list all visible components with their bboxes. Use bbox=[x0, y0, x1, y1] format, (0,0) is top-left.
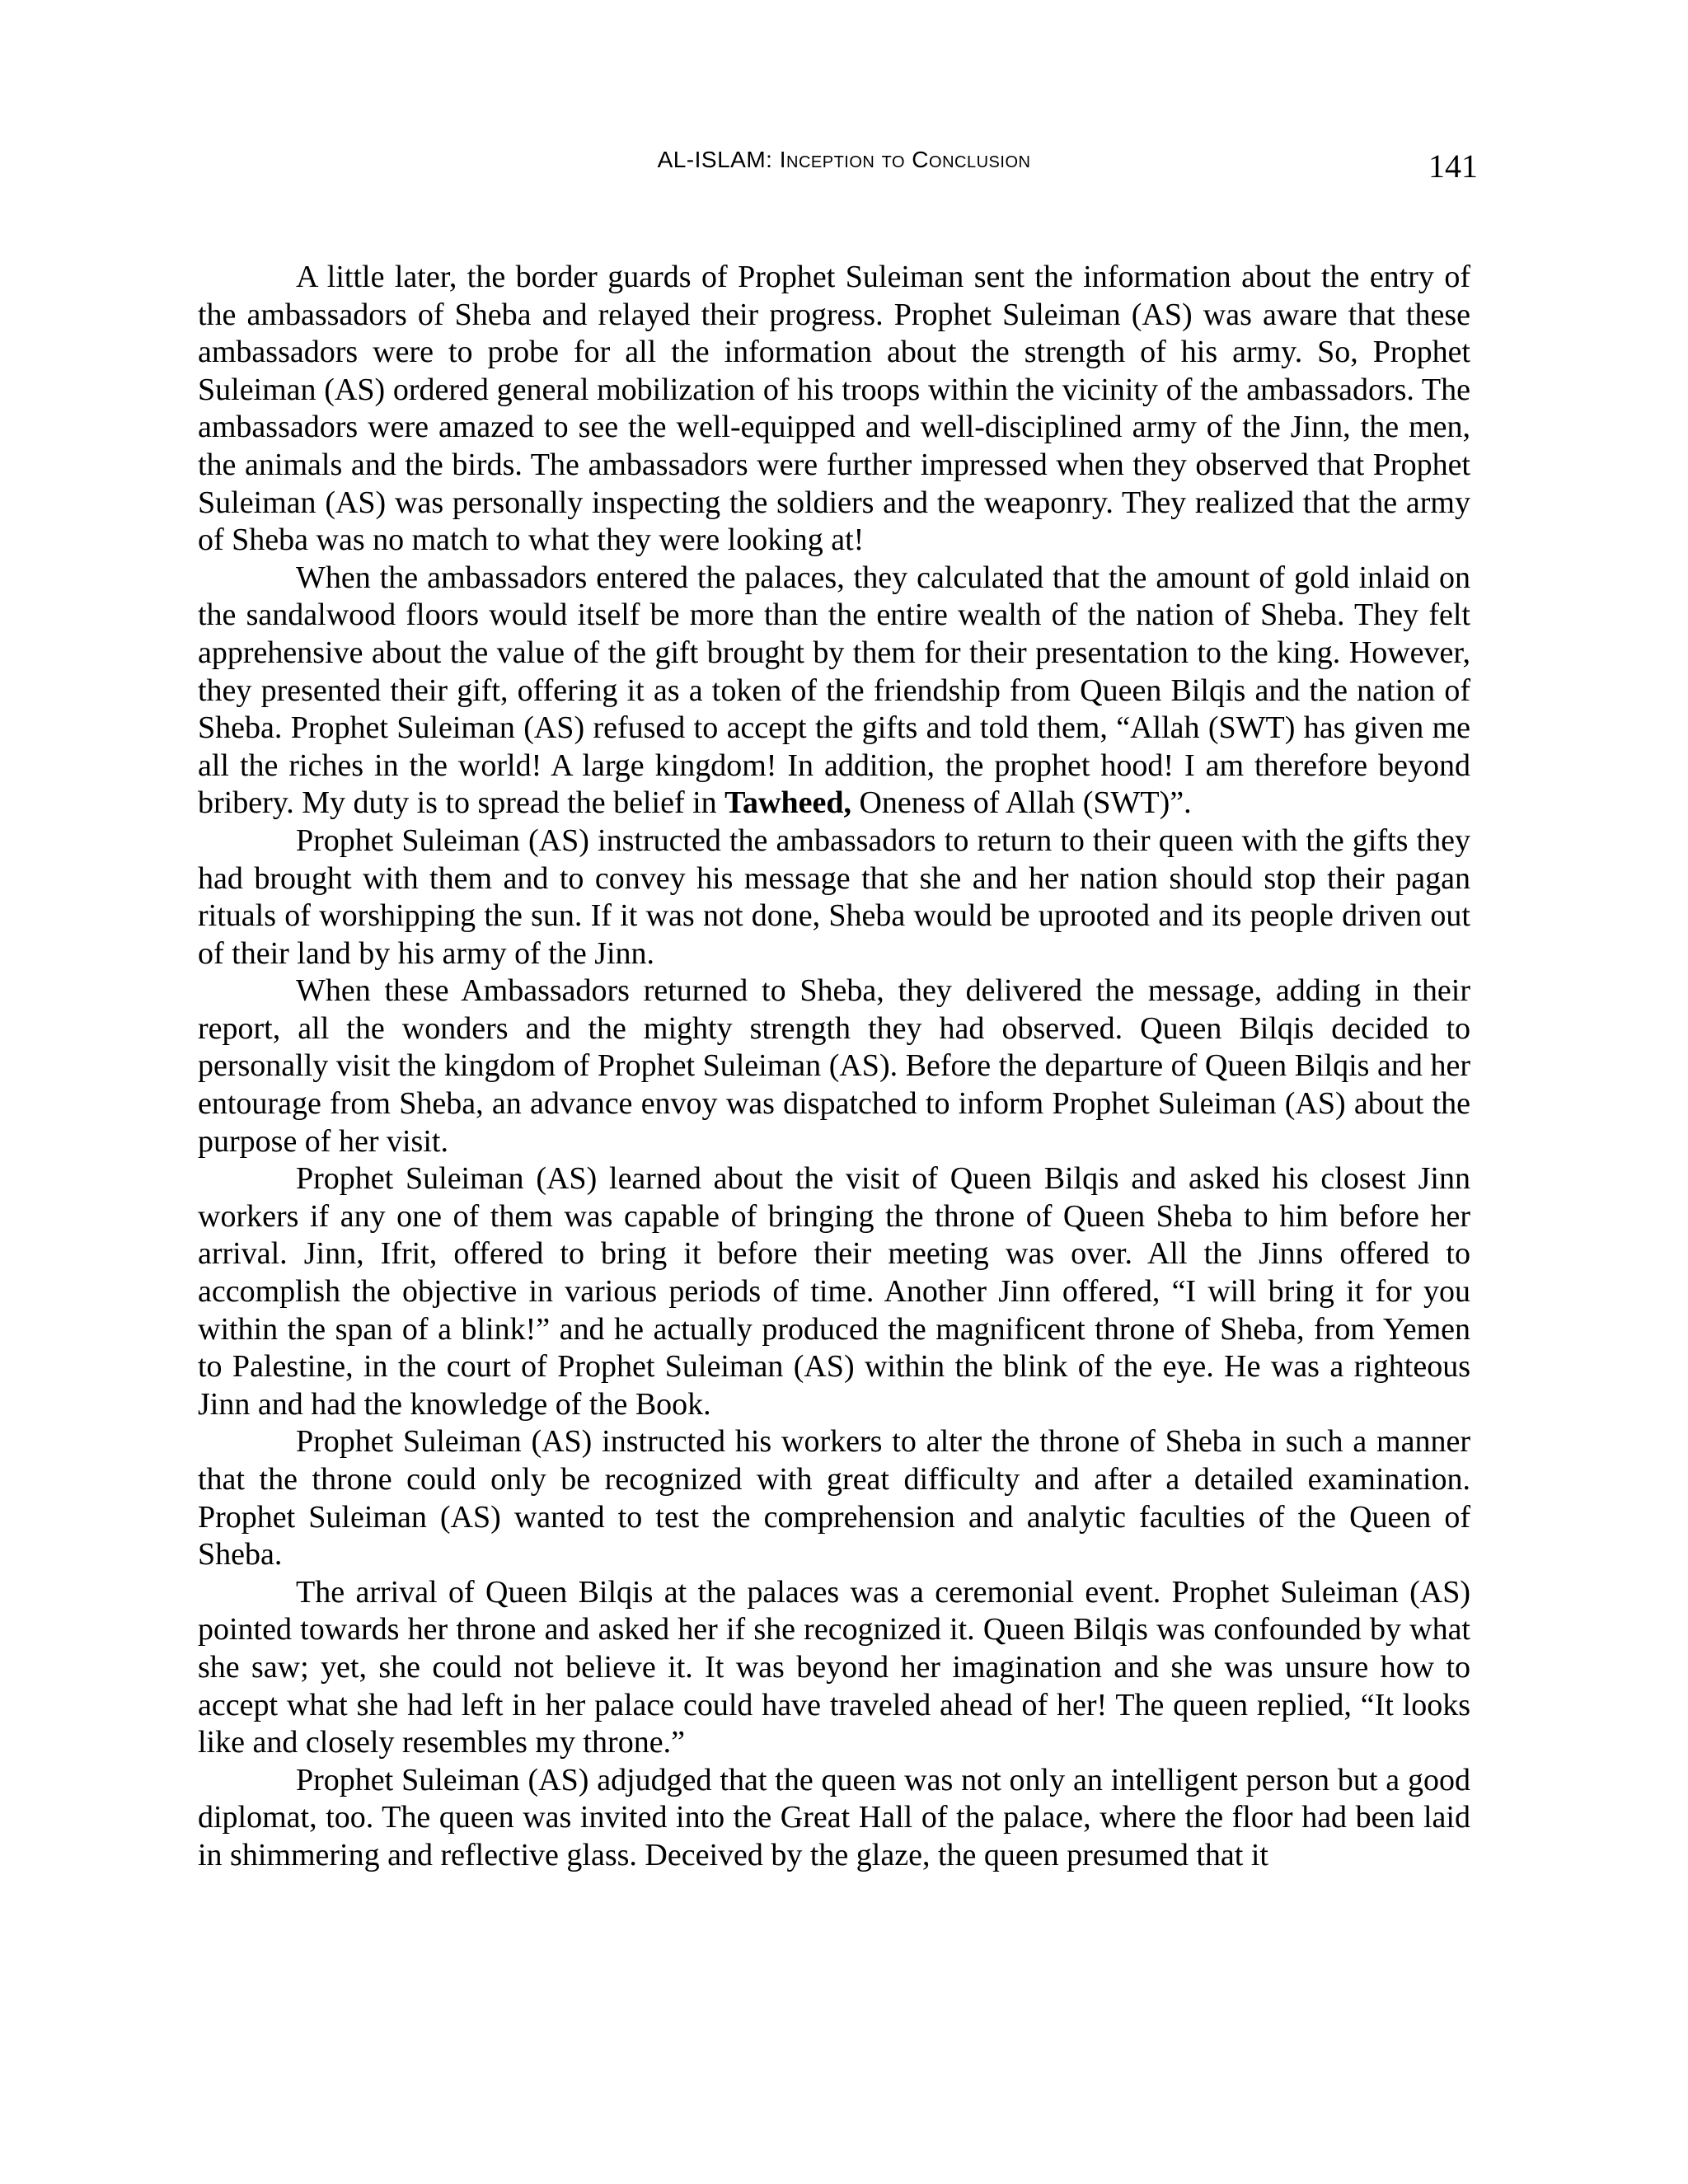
running-title: AL-ISLAM: Inception to Conclusion bbox=[657, 147, 1031, 172]
tawheed-term: Tawheed, bbox=[724, 785, 851, 821]
page-body bbox=[198, 259, 1470, 1875]
page-number: 141 bbox=[1428, 148, 1478, 185]
paragraph-palace-gifts-ending: Oneness of Allah (SWT)”. bbox=[851, 785, 1192, 821]
paragraph-ambassadors-arrival: A little later, the border guards of Prophet Suleiman sent the information about the entry of the ambassadors of Sheba and relayed their progress. Prophet Suleiman (AS) was aware that these ambassadors were to probe for all the information about the strength of his army. So, Prophet Suleiman (AS) ordered general mobilization of his troops within the vicinity of the ambassadors. The ambassadors were amazed to see the well-equipped and well-disciplined army of the Jinn, the men, the animals and the birds. The ambassadors were further impressed when they observed that Prophet Suleiman (AS) was personally inspecting the soldiers and the weaponry. They realized that the army of Sheba was no match to what they were looking at! bbox=[198, 260, 1470, 558]
paragraph-great-hall: Prophet Suleiman (AS) adjudged that the queen was not only an intelligent person but a good diplomat, too. The queen was invited into the Great Hall of the palace, where the floor had been laid in shimmering and reflective glass. Deceived by the glaze, the queen presumed that it bbox=[198, 1762, 1470, 1872]
paragraph-throne-transport: Prophet Suleiman (AS) learned about the visit of Queen Bilqis and asked his closest Jinn workers if any one of them was capable of bringing the throne of Queen Sheba to him before her arrival. Jinn, Ifrit, offered to bring it before their meeting was over. All the Jinns offered to accomplish the objective in various periods of time. Another Jinn offered, “I will bring it for you within the span of a blink!” and he actually produced the magnificent throne of Sheba, from Yemen to Palestine, in the court of Prophet Suleiman (AS) within the blink of the eye. He was a righteous Jinn and had the knowledge of the Book. bbox=[198, 1161, 1470, 1422]
paragraph-palace-gifts-text: When the ambassadors entered the palaces, they calculated that the amount of gold inlaid on the sandalwood floors would itself be more than the entire wealth of the nation of Sheba. They felt apprehensive about the value of the gift brought by them for their presentation to the king. However, they presented their gift, offering it as a token of the friendship from Queen Bilqis and the nation of Sheba. Prophet Suleiman (AS) refused to accept the gifts and told them, “Allah (SWT) has given me all the riches in the world! A large kingdom! In addition, the prophet hood! I am therefore beyond bribery. My duty is to spread the belief in bbox=[198, 560, 1470, 821]
paragraph-queen-arrival: The arrival of Queen Bilqis at the palaces was a ceremonial event. Prophet Suleiman (AS) pointed towards her throne and asked her if she recognized it. Queen Bilqis was confounded by what she saw; yet, she could not believe it. It was beyond her imagination and she was unsure how to accept what she had left in her palace could have traveled ahead of her! The queen replied, “It looks like and closely resembles my throne.” bbox=[198, 1574, 1470, 1760]
paragraph-ambassadors-return: When these Ambassadors returned to Sheba, they delivered the message, adding in their report, all the wonders and the mighty strength they had observed. Queen Bilqis decided to personally visit the kingdom of Prophet Suleiman (AS). Before the departure of Queen Bilqis and her entourage from Sheba, an advance envoy was dispatched to inform Prophet Suleiman (AS) about the purpose of her visit. bbox=[198, 973, 1470, 1159]
paragraph-palace-gifts bbox=[198, 560, 1470, 823]
paragraph-message-to-queen: Prophet Suleiman (AS) instructed the ambassadors to return to their queen with the gifts they had brought with them and to convey his message that she and her nation should stop their pagan rituals of worshipping the sun. If it was not done, Sheba would be uprooted and its people driven out of their land by his army of the Jinn. bbox=[198, 823, 1470, 971]
paragraph-throne-altered: Prophet Suleiman (AS) instructed his workers to alter the throne of Sheba in such a manner that the throne could only be recognized with great difficulty and after a detailed examination. Prophet Suleiman (AS) wanted to test the comprehension and analytic faculties of the Queen of Sheba. bbox=[198, 1424, 1470, 1572]
